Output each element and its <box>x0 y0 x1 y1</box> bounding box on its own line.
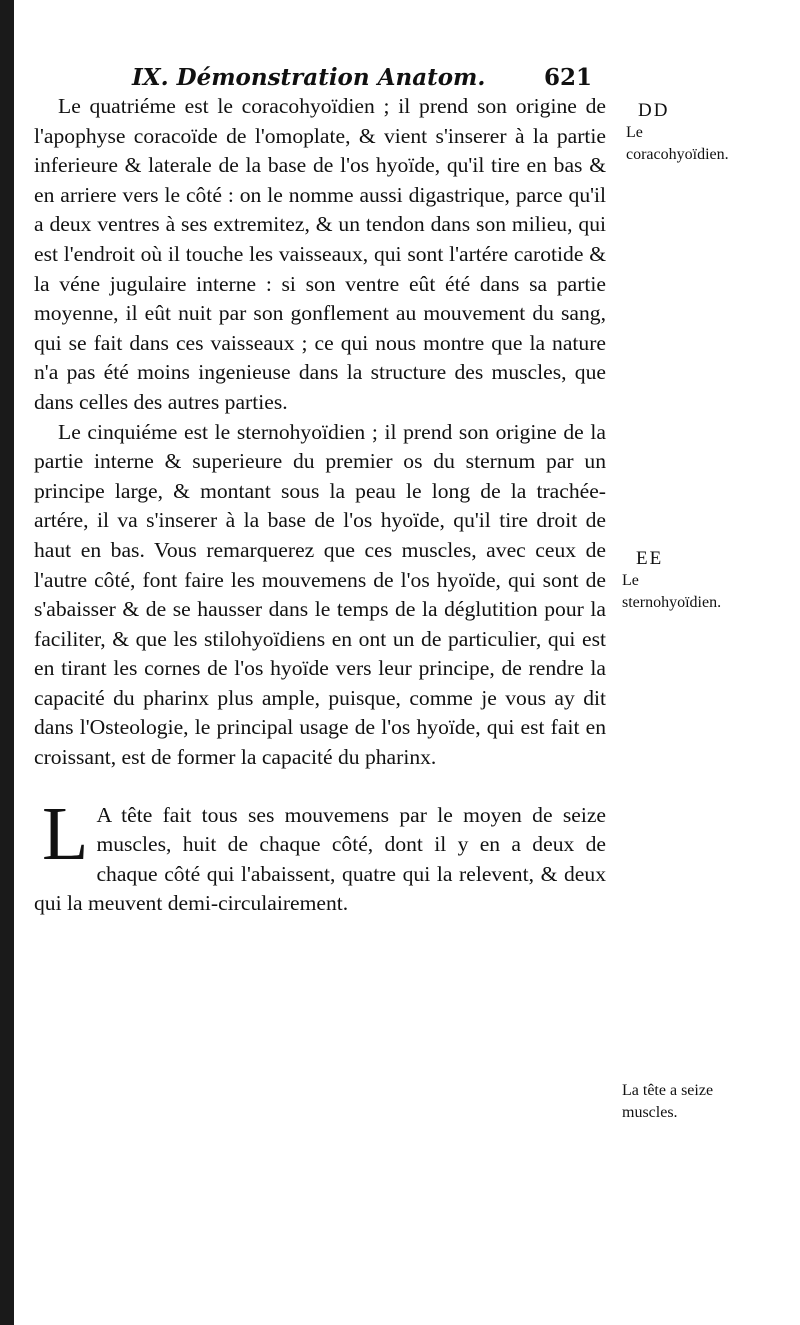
figure-reference-ee: EE <box>636 548 664 569</box>
figure-reference-dd: DD <box>638 100 670 121</box>
margin-note-text: Le sternohyoïdien. <box>622 572 722 611</box>
paragraph-sternohyoidien: Le cinquiéme est le sternohyoïdien ; il prend son origine de la partie interne & superieure du premier os du sternum par un principe large, & montant sous la peau le long de la trachée-artére, il va s'inserer à la base de l'os hyoïde, qu'il tire droit de haut en bas. Vous remarquerez que ces muscles, avec ceux de l'autre côté, font faire les mouvemens de l'os hyoïde, qui sont de s'abaisser & de se hausser dans le temps de la déglutition pour la faciliter, & que les stilohyoïdiens en ont un de particulier, qui est en tirant les cornes de l'os hyoïde vers leur principe, de rendre la capacité du pharinx plus ample, puisque, comme je vous ay dit dans l'Osteologie, le principal usage de l'os hyoïde, qui est fait en croissant, est de former la capacité du pharinx. <box>34 419 606 770</box>
running-title: IX. Démonstration Anatom. <box>132 64 486 91</box>
paragraph-coracohyoidien: Le quatriéme est le coracohyoïdien ; il prend son origine de l'apophyse coracoïde de l'omoplate, & vient s'inserer à la partie inferieure & laterale de la base de l'os hyoïde, qu'il tire en bas & en arriere vers le côté : on le nomme aussi digastrique, parce qu'il a deux ventres à ses extremitez, & un tendon dans son milieu, qui est l'endroit où il touche les vaisseaux, qui sont l'artére carotide & la véne jugulaire interne : si son ventre eût été dans sa partie moyenne, il eût nuit par son gonflement au mouvement du sang, qui se fait dans ces vaisseaux ; ce qui nous montre que la nature n'a pas été moins ingenieuse dans la structure des muscles, que dans celles des autres parties. <box>34 94 606 414</box>
page-number: 621 <box>543 64 592 91</box>
section-text: A tête fait tous ses mouvemens par le moyen de seize muscles, huit de chaque côté, dont il y en a deux de chaque côté qui l'abaissent, quatre qui la relevent, & deux qui la meuvent demi-circulairement. <box>34 802 606 916</box>
margin-note-text: Le coracohyoïdien. <box>626 124 729 163</box>
drop-cap: L <box>42 791 89 876</box>
margin-note-tete <box>622 1080 732 1124</box>
paragraph-tete-muscles <box>34 791 606 919</box>
main-text <box>34 92 606 919</box>
book-page <box>14 0 800 1325</box>
margin-note-text: La tête a seize muscles. <box>622 1082 714 1121</box>
margin-note-coracohyoidien <box>626 100 729 166</box>
margin-note-sternohyoidien <box>622 548 722 614</box>
page-gutter <box>0 0 14 1325</box>
